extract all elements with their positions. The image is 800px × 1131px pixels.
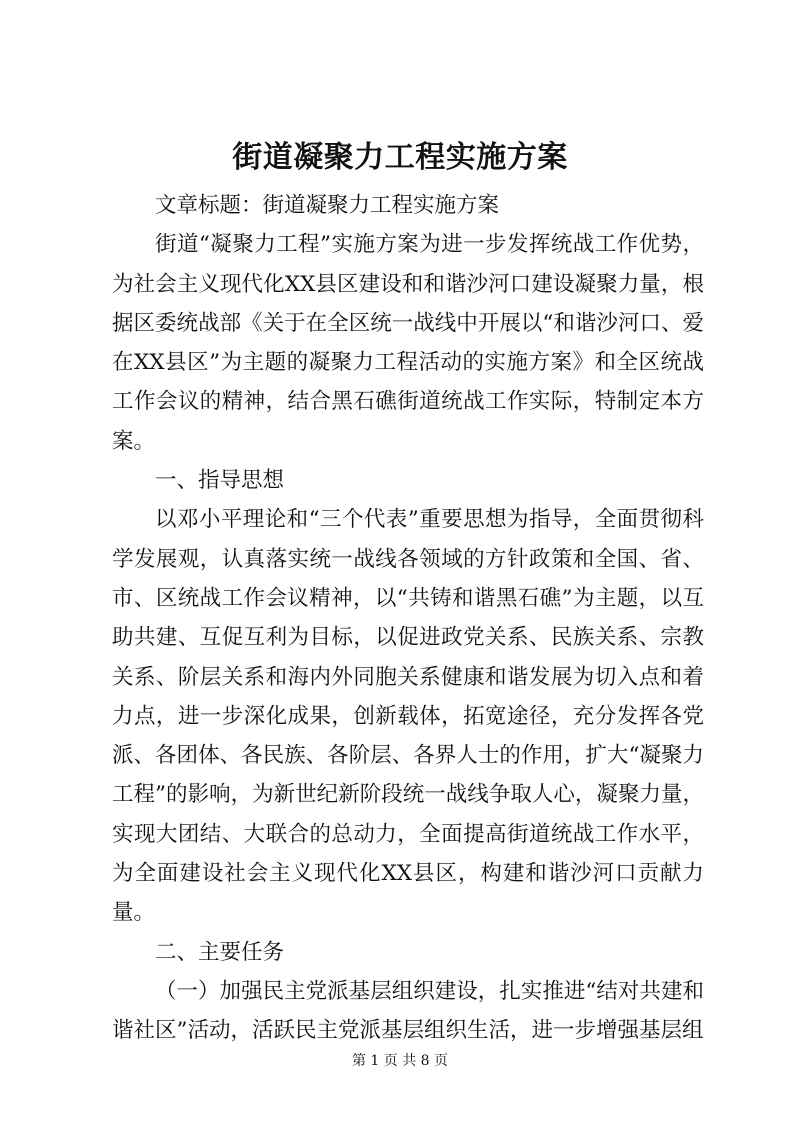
- page-footer: 第 1 页 共 8 页: [351, 1053, 449, 1069]
- article-title-line: 文章标题：街道凝聚力工程实施方案: [155, 193, 500, 218]
- intro-paragraph: 街道“凝聚力工程”实施方案为进一步发挥统战工作优势，为社会主义现代化XX县区建设和和谐沙河口建设凝聚力量，根据区委统战部《关于在全区统一战线中开展以“和谐沙河口、爱在XX县区”为主题的凝聚力工程活动的实施方案》和全区统战工作会议的精神，结合黑石礁街道统战工作实际，特制定本方案。: [112, 232, 704, 454]
- guiding-thought-paragraph: 以邓小平理论和“三个代表”重要思想为指导，全面贯彻科学发展观，认真落实统一战线各领域的方针政策和全国、省、市、区统战工作会议精神，以“共铸和谐黑石礁”为主题，以互助共建、互促互利为目标，以促进政党关系、民族关系、宗教关系、阶层关系和海内外同胞关系健康和谐发展为切入点和着力点，进一步深化成果，创新载体，拓宽途径，充分发挥各党派、各团体、各民族、各阶层、各界人士的作用，扩大“凝聚力工程”的影响，为新世纪新阶段统一战线争取人心，凝聚力量，实现大团结、大联合的总动力，全面提高街道统战工作水平，为全面建设社会主义现代化XX县区，构建和谐沙河口贡献力量。: [112, 507, 704, 926]
- document-body: [112, 186, 704, 1051]
- document-title: 街道凝聚力工程实施方案: [232, 140, 568, 175]
- section-heading-main-tasks: 二、主要任务: [155, 939, 285, 965]
- section-heading-guiding-thought: 一、指导思想: [155, 468, 285, 494]
- main-tasks-paragraph: （一）加强民主党派基层组织建设，扎实推进“结对共建和谐社区”活动，活跃民主党派基层组织生活，进一步增强基层组: [112, 978, 704, 1044]
